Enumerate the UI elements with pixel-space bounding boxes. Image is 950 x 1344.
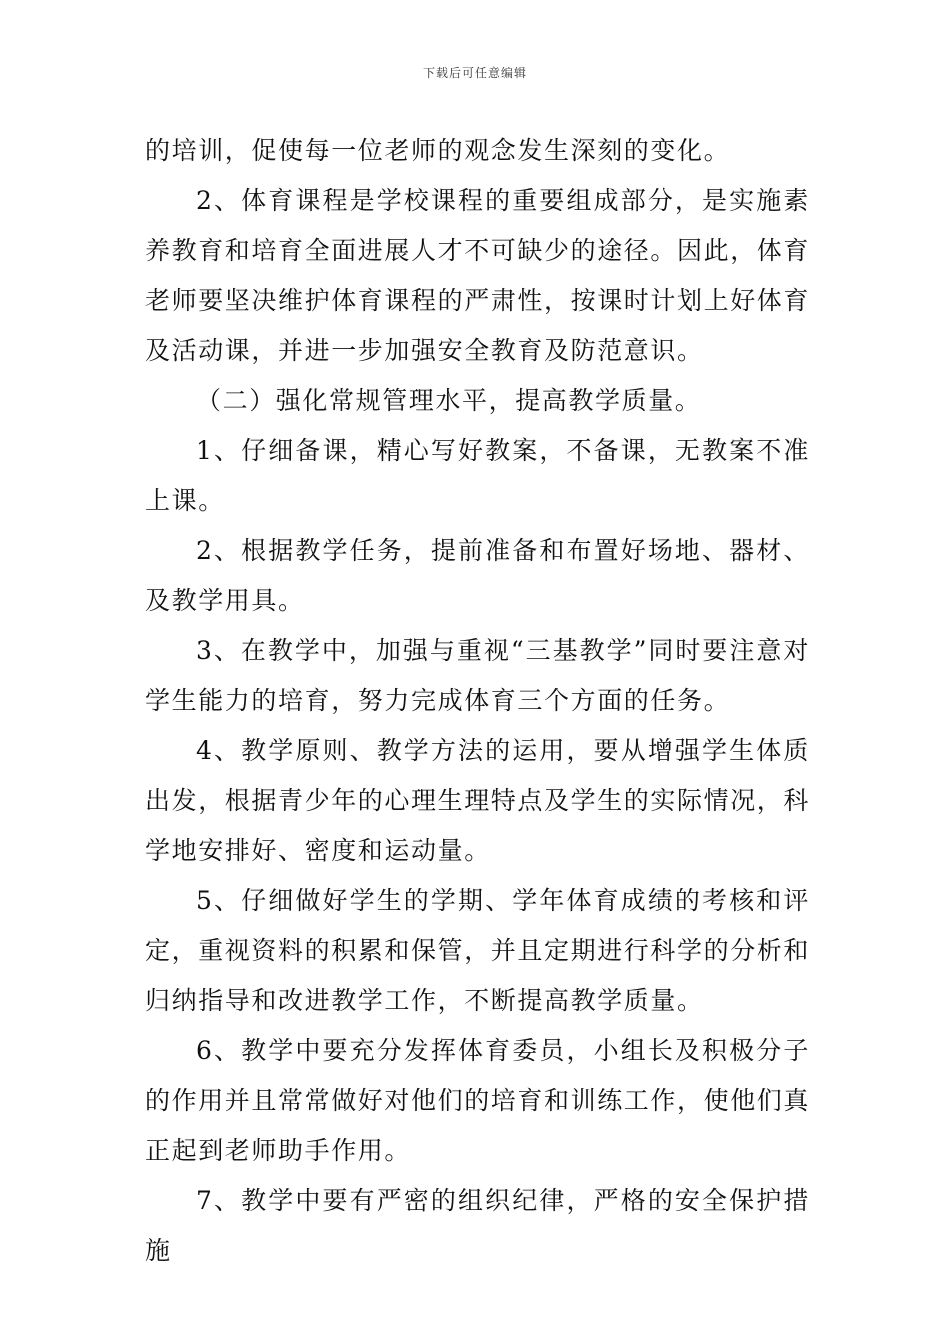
paragraph-continuation: 的培训，促使每一位老师的观念发生深刻的变化。 [145,136,731,165]
paragraph-item-5: 5、仔细做好学生的学期、学年体育成绩的考核和评定，重视资料的积累和保管，并且定期进行科学的分析和归纳指导和改进教学工作，不断提高教学质量。 [145,886,811,1015]
document-body [145,126,810,1276]
paragraph-item-4: 4、教学原则、教学方法的运用，要从增强学生体质出发，根据青少年的心理生理特点及学生的实际情况，科学地安排好、密度和运动量。 [145,736,811,865]
paragraph-item-1: 1、仔细备课，精心写好教案，不备课，无教案不准上课。 [145,436,810,515]
paragraph-item-2b: 2、根据教学任务，提前准备和布置好场地、器材、及教学用具。 [145,536,810,615]
paragraph-item-3: 3、在教学中，加强与重视“三基教学”同时要注意对学生能力的培育，努力完成体育三个方面的任务。 [145,636,810,715]
section-heading-2: （二）强化常规管理水平，提高教学质量。 [196,386,702,415]
paragraph-item-2: 2、体育课程是学校课程的重要组成部分，是实施素养教育和培育全面进展人才不可缺少的途径。因此，体育老师要坚决维护体育课程的严肃性，按课时计划上好体育及活动课，并进一步加强安全教育及防范意识。 [145,186,811,365]
paragraph-item-6: 6、教学中要充分发挥体育委员，小组长及积极分子的作用并且常常做好对他们的培育和训练工作，使他们真正起到老师助手作用。 [145,1036,811,1165]
page-header: 下载后可任意编辑 [422,66,527,80]
paragraph-item-7: 7、教学中要有严密的组织纪律，严格的安全保护措施 [145,1186,810,1265]
